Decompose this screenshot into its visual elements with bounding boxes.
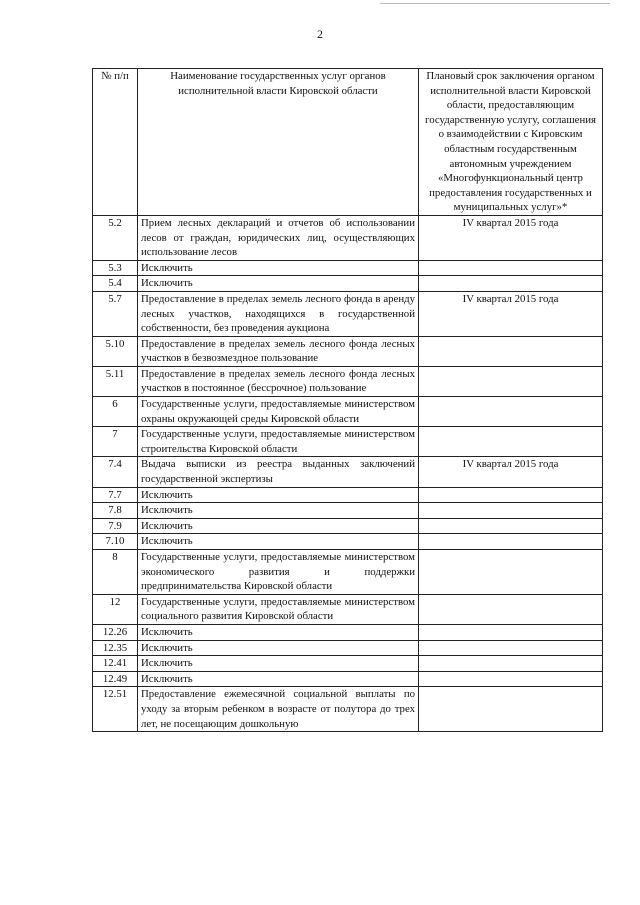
services-table [92, 68, 603, 732]
row-deadline: IV квартал 2015 года [419, 291, 603, 336]
row-number: 7 [93, 427, 138, 457]
row-number: 5.10 [93, 336, 138, 366]
row-deadline [419, 594, 603, 624]
header-service-name: Наименование государственных услуг органов исполнительной власти Кировской области [138, 69, 419, 216]
row-service-name: Исключить [138, 534, 419, 550]
row-service-name: Государственные услуги, предоставляемые министерством охраны окружающей среды Кировской области [138, 397, 419, 427]
row-service-name: Исключить [138, 276, 419, 292]
table-row [93, 518, 603, 534]
table-header-row [93, 69, 603, 216]
row-number: 7.8 [93, 503, 138, 519]
row-deadline [419, 336, 603, 366]
row-deadline [419, 518, 603, 534]
row-deadline: IV квартал 2015 года [419, 215, 603, 260]
table-row [93, 260, 603, 276]
row-deadline [419, 276, 603, 292]
row-number: 8 [93, 550, 138, 595]
row-number: 5.7 [93, 291, 138, 336]
row-number: 5.4 [93, 276, 138, 292]
row-deadline [419, 503, 603, 519]
page-number: 2 [317, 27, 323, 41]
row-service-name: Выдача выписки из реестра выданных заключений государственной экспертизы [138, 457, 419, 487]
row-number: 7.7 [93, 487, 138, 503]
table-row [93, 640, 603, 656]
table-row [93, 366, 603, 396]
table-row [93, 671, 603, 687]
row-deadline [419, 366, 603, 396]
row-service-name: Предоставление в пределах земель лесного фонда лесных участков в безвозмездное пользование [138, 336, 419, 366]
row-number: 12.35 [93, 640, 138, 656]
table-row [93, 487, 603, 503]
row-service-name: Предоставление в пределах земель лесного фонда в аренду лесных участков, находящихся в государственной собственности, без проведения аукциона [138, 291, 419, 336]
row-service-name: Исключить [138, 487, 419, 503]
row-deadline [419, 687, 603, 732]
row-number: 6 [93, 397, 138, 427]
table-row [93, 656, 603, 672]
row-number: 5.3 [93, 260, 138, 276]
row-service-name: Исключить [138, 671, 419, 687]
row-number: 12.51 [93, 687, 138, 732]
table-row [93, 594, 603, 624]
table-row [93, 550, 603, 595]
row-deadline [419, 397, 603, 427]
row-number: 12.41 [93, 656, 138, 672]
row-deadline [419, 260, 603, 276]
table-row [93, 687, 603, 732]
row-service-name: Предоставление в пределах земель лесного фонда лесных участков в постоянное (бессрочное) пользование [138, 366, 419, 396]
row-number: 5.11 [93, 366, 138, 396]
row-service-name: Прием лесных деклараций и отчетов об использовании лесов от граждан, юридических лиц, осуществляющих использование лесов [138, 215, 419, 260]
row-deadline [419, 427, 603, 457]
row-service-name: Исключить [138, 640, 419, 656]
row-deadline [419, 640, 603, 656]
table-row [93, 534, 603, 550]
row-service-name: Исключить [138, 656, 419, 672]
table-row [93, 427, 603, 457]
row-deadline: IV квартал 2015 года [419, 457, 603, 487]
row-service-name: Исключить [138, 624, 419, 640]
row-deadline [419, 550, 603, 595]
table-row [93, 215, 603, 260]
header-deadline: Плановый срок заключения органом исполнительной власти Кировской области, предоставляющим государственную услугу, соглашения о взаимодействии с Кировским областным государственным автономным учреждением «Многофункциональный центр предоставления государственных и муниципальных услуг»* [419, 69, 603, 216]
table-row [93, 624, 603, 640]
row-service-name: Государственные услуги, предоставляемые министерством строительства Кировской области [138, 427, 419, 457]
row-service-name: Исключить [138, 518, 419, 534]
table-row [93, 291, 603, 336]
row-deadline [419, 624, 603, 640]
row-service-name: Государственные услуги, предоставляемые министерством экономического развития и поддержки предпринимательства Кировской области [138, 550, 419, 595]
row-service-name: Исключить [138, 260, 419, 276]
table-row [93, 457, 603, 487]
row-number: 5.2 [93, 215, 138, 260]
row-number: 12 [93, 594, 138, 624]
row-number: 12.26 [93, 624, 138, 640]
row-service-name: Государственные услуги, предоставляемые министерством социального развития Кировской области [138, 594, 419, 624]
row-number: 12.49 [93, 671, 138, 687]
row-number: 7.9 [93, 518, 138, 534]
row-number: 7.10 [93, 534, 138, 550]
row-deadline [419, 534, 603, 550]
top-scan-rule [380, 3, 610, 4]
table-row [93, 503, 603, 519]
row-number: 7.4 [93, 457, 138, 487]
header-number: № п/п [93, 69, 138, 216]
row-deadline [419, 487, 603, 503]
table-row [93, 336, 603, 366]
row-deadline [419, 671, 603, 687]
table-row [93, 397, 603, 427]
row-service-name: Предоставление ежемесячной социальной выплаты по уходу за вторым ребенком в возрасте от полутора до трех лет, не посещающим дошкольную [138, 687, 419, 732]
row-service-name: Исключить [138, 503, 419, 519]
row-deadline [419, 656, 603, 672]
table-body [93, 215, 603, 731]
table-row [93, 276, 603, 292]
